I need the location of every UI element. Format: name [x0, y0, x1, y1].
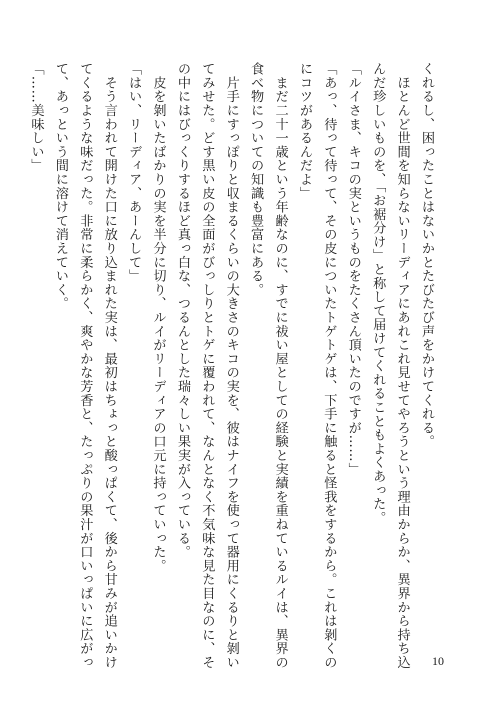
text-line: 「……美味しい」 — [28, 62, 44, 173]
text-line: ほとんど世間を知らないリーディアにあれこれ見せてやろうという理由からか、異界から持ち込 — [394, 62, 410, 670]
text-line: んだ珍しいものを、「お裾分け」と称して届けてくれることもよくあった。 — [370, 62, 386, 525]
text-line: くれるし、困ったことはないかとたびたび声をかけてくれる。 — [419, 62, 434, 449]
text-line: 「あっ、待って待って、その皮についたトゲトゲは、下手に触ると怪我をするから。これは剝くの — [321, 62, 337, 670]
text-line: 「ルイさま、キコの実というものをたくさん頂いたのですが……」 — [345, 62, 361, 476]
text-line: てくるような味だった。非常に柔らかく、爽やかな芳香と、たっぷりの果汁が口いっぱいに広がっ — [77, 62, 93, 670]
text-line: て、あっという間に溶けて消えていく。 — [52, 62, 68, 311]
page-number: 10 — [432, 654, 444, 668]
text-line: の中にはびっくりするほど真っ白な、つるんとした瑞々しい果実が入っている。 — [174, 62, 190, 559]
text-line: 片手にすっぽりと収まるくらいの大きさのキコの実を、彼はナイフを使って器用にくるりと剝い — [223, 62, 239, 670]
text-line: そう言われて開けた口に放り込まれた実は、最初はちょっと酸っぱくて、後から甘みが追いかけ — [101, 62, 117, 670]
text-line: 「はい、リーディア、あーんして」 — [126, 62, 142, 283]
text-line: 皮を剝いたばかりの実を半分に切り、ルイがリーディアの口元に持っていった。 — [150, 62, 166, 573]
text-line: 食べ物についての知識も豊富にある。 — [248, 62, 264, 297]
text-line: にコツがあるんだよ」 — [296, 62, 312, 200]
text-line: てみせた。どす黒い皮の全面がびっしりとトゲに覆われて、なんとなく不気味な見た目なのに、そ — [199, 62, 215, 670]
text-line: まだ二十一歳という年齢なのに、すでに祓い屋としての経験と実績を重ねているルイは、異界の — [272, 62, 288, 670]
